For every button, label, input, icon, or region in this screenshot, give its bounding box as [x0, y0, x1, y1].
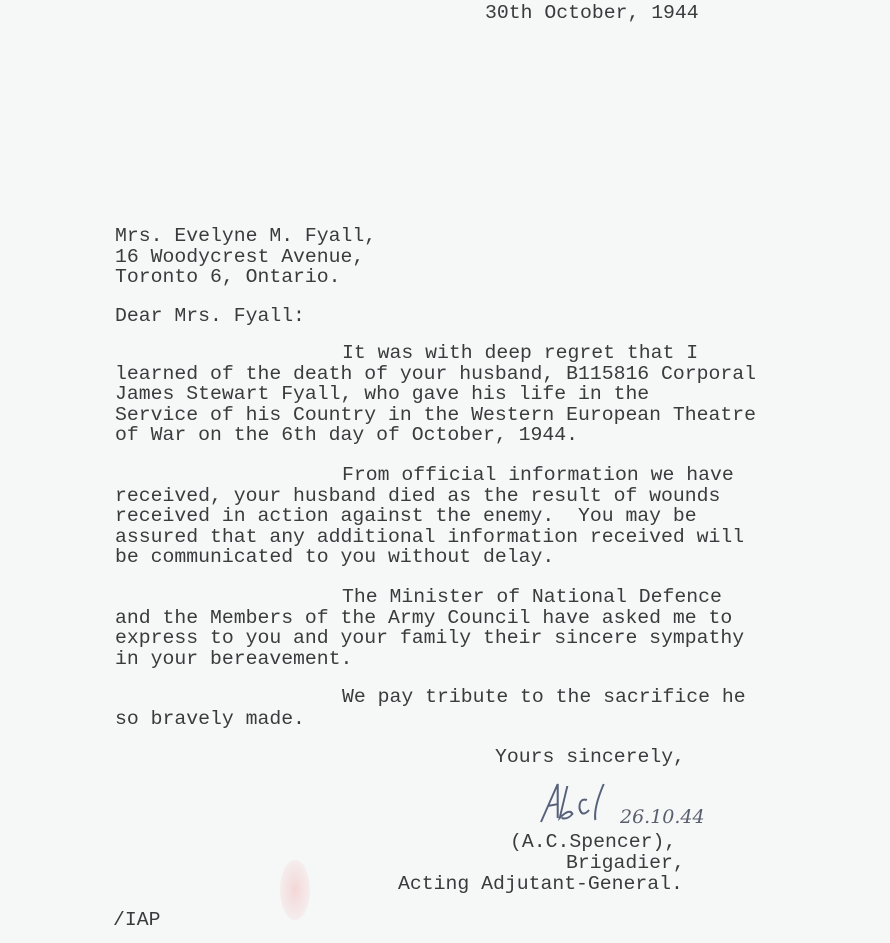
- signatory-title: Acting Adjutant-General.: [398, 873, 683, 895]
- paragraph-line: James Stewart Fyall, who gave his life in the: [115, 383, 650, 405]
- paragraph-line: express to you and your family their sincere sympathy: [115, 627, 745, 649]
- reference-initials: /IAP: [113, 909, 161, 931]
- paragraph-2: [115, 465, 744, 568]
- paragraph-line: received in action against the enemy. You may be: [115, 505, 697, 527]
- paragraph-line: It was with deep regret that I: [342, 342, 699, 364]
- recipient-name: Mrs. Evelyne M. Fyall,: [115, 225, 377, 247]
- paragraph-line: We pay tribute to the sacrifice he: [342, 686, 746, 708]
- paragraph-line: of War on the 6th day of October, 1944.: [115, 424, 578, 446]
- paragraph-line: learned of the death of your husband, B115816 Corporal: [115, 362, 757, 385]
- paragraph-4: [115, 687, 746, 730]
- paragraph-line: in your bereavement.: [115, 647, 353, 670]
- recipient-city: Toronto 6, Ontario.: [115, 266, 341, 288]
- recipient-address: [115, 226, 376, 288]
- paragraph-line: so bravely made.: [115, 708, 305, 730]
- signature-date: 26.10.44: [620, 806, 705, 828]
- paragraph-line: Service of his Country in the Western European Theatre: [115, 403, 757, 426]
- paragraph-3: [115, 587, 744, 669]
- paragraph-line: be communicated to you without delay.: [115, 546, 555, 568]
- paragraph-1: [115, 343, 756, 446]
- letter-date: 30th October, 1944: [485, 2, 699, 24]
- signature-scribble-icon: [536, 778, 615, 828]
- signatory-name: (A.C.Spencer),: [510, 831, 677, 853]
- signatory-rank: Brigadier,: [566, 852, 685, 874]
- recipient-street: 16 Woodycrest Avenue,: [115, 245, 365, 268]
- salutation: Dear Mrs. Fyall:: [115, 305, 305, 327]
- paragraph-line: and the Members of the Army Council have asked me to: [115, 606, 733, 629]
- closing: Yours sincerely,: [495, 746, 685, 768]
- handwritten-initials-signature: [535, 778, 615, 832]
- paragraph-line: received, your husband died as the result of wounds: [115, 484, 721, 507]
- paragraph-line: From official information we have: [342, 464, 734, 486]
- paragraph-line: The Minister of National Defence: [342, 586, 722, 608]
- paper-smudge: [280, 860, 310, 920]
- paragraph-line: assured that any additional information received will: [115, 525, 745, 548]
